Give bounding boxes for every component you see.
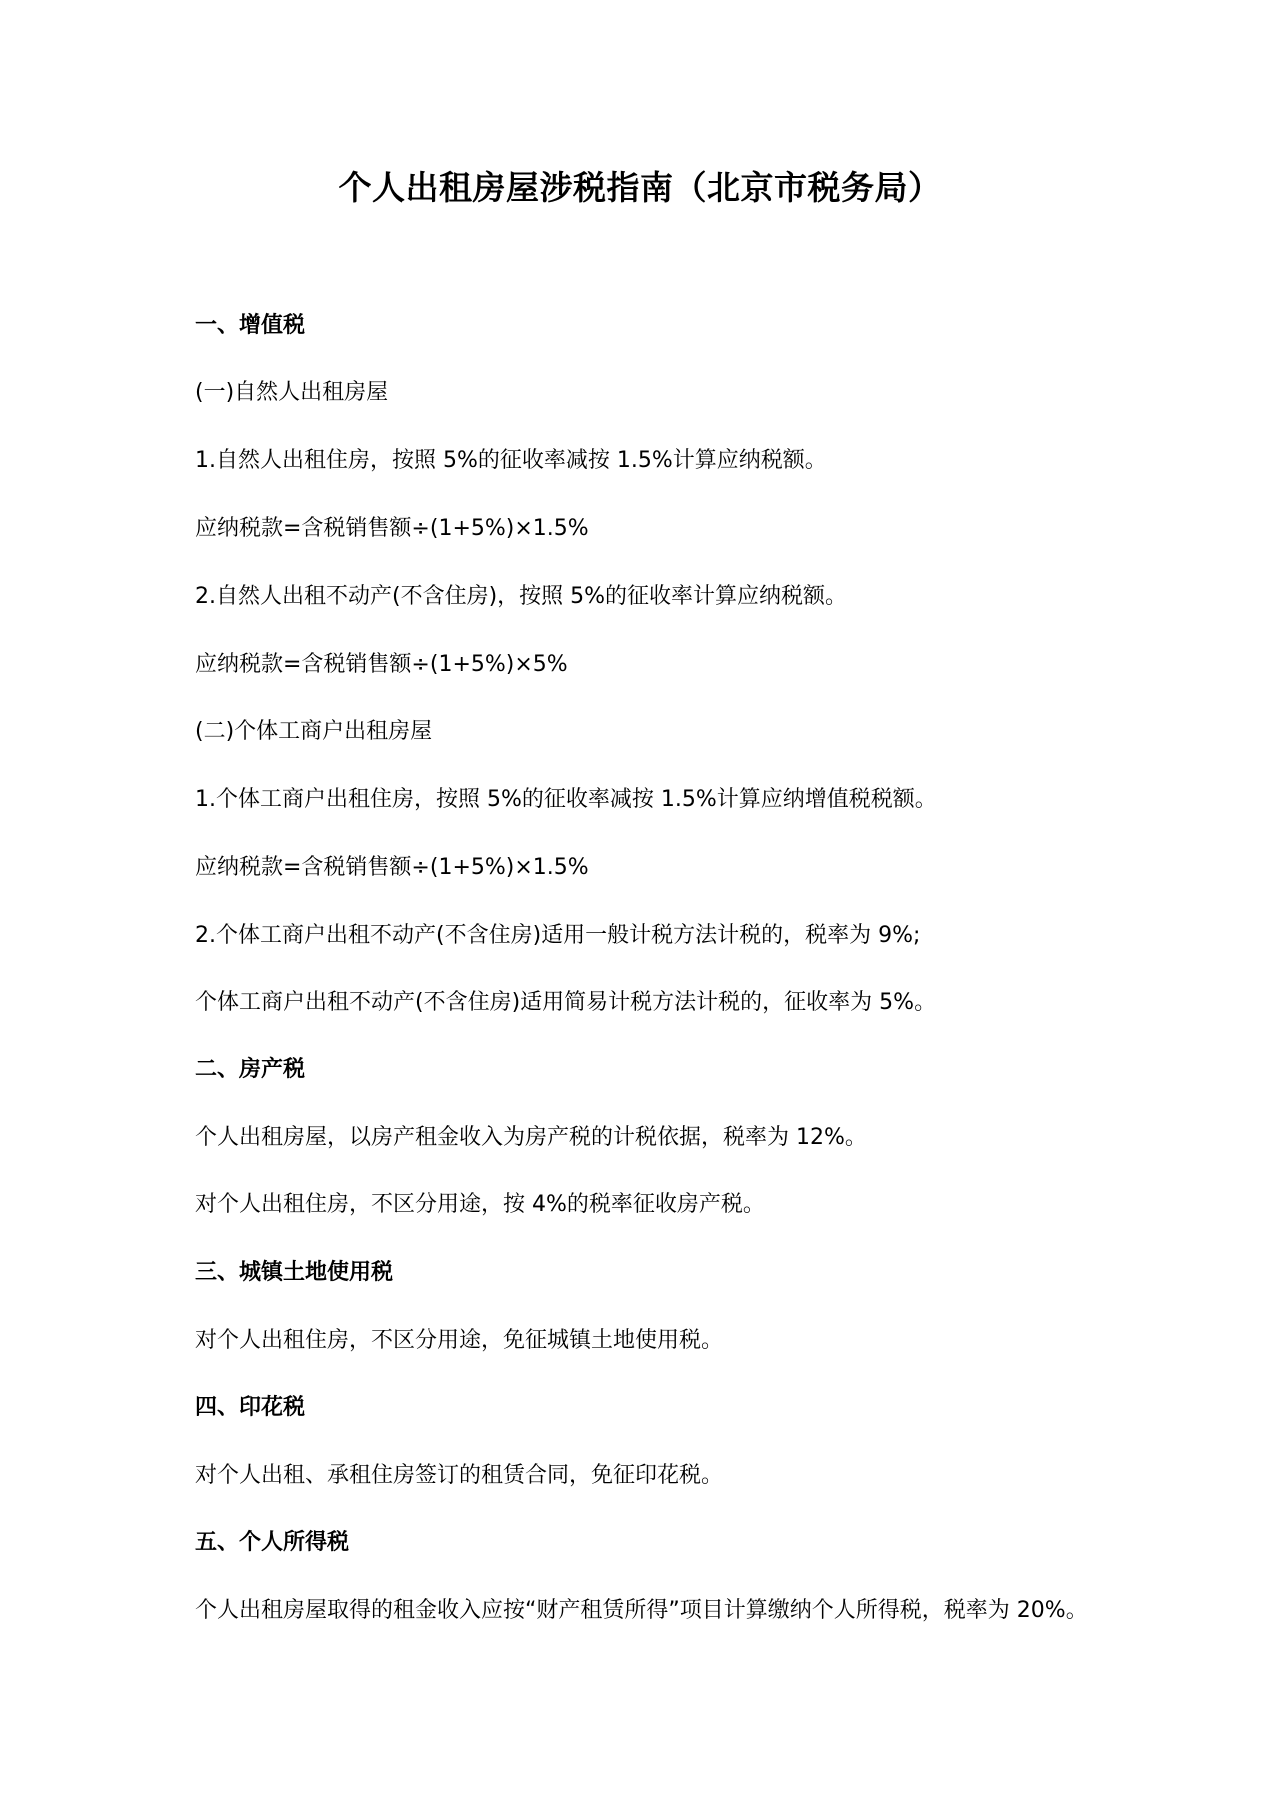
section-heading-vat: 一、增值税 [195,313,306,338]
paragraph: 1.个体工商户出租住房，按照 5%的征收率减按 1.5%计算应纳增值税税额。 [195,787,937,812]
formula: 应纳税款=含税销售额÷(1+5%)×1.5% [195,855,589,880]
paragraph: 对个人出租住房，不区分用途，按 4%的税率征收房产税。 [195,1192,765,1217]
paragraph: 个人出租房屋取得的租金收入应按“财产租赁所得”项目计算缴纳个人所得税，税率为 20%。 [195,1598,1088,1623]
paragraph: 对个人出租、承租住房签订的租赁合同，免征印花税。 [195,1463,724,1488]
section-heading-stamp-tax: 四、印花税 [195,1395,306,1420]
paragraph: 个人出租房屋，以房产租金收入为房产税的计税依据，税率为 12%。 [195,1125,867,1150]
paragraph: 2.个体工商户出租不动产(不含住房)适用一般计税方法计税的，税率为 9%; [195,923,921,948]
paragraph: 对个人出租住房，不区分用途，免征城镇土地使用税。 [195,1328,724,1353]
page-title: 个人出租房屋涉税指南（北京市税务局） [338,168,942,207]
paragraph: 2.自然人出租不动产(不含住房)，按照 5%的征收率计算应纳税额。 [195,584,848,609]
section-heading-property-tax: 二、房产税 [195,1057,306,1082]
paragraph: 个体工商户出租不动产(不含住房)适用简易计税方法计税的，征收率为 5%。 [195,990,937,1015]
subsection-heading-individual: (一)自然人出租房屋 [195,380,389,405]
subsection-heading-business: (二)个体工商户出租房屋 [195,719,433,744]
paragraph: 1.自然人出租住房，按照 5%的征收率减按 1.5%计算应纳税额。 [195,448,827,473]
formula: 应纳税款=含税销售额÷(1+5%)×1.5% [195,516,589,541]
formula: 应纳税款=含税销售额÷(1+5%)×5% [195,652,568,677]
section-heading-income-tax: 五、个人所得税 [195,1530,350,1555]
section-heading-land-use-tax: 三、城镇土地使用税 [195,1260,394,1285]
